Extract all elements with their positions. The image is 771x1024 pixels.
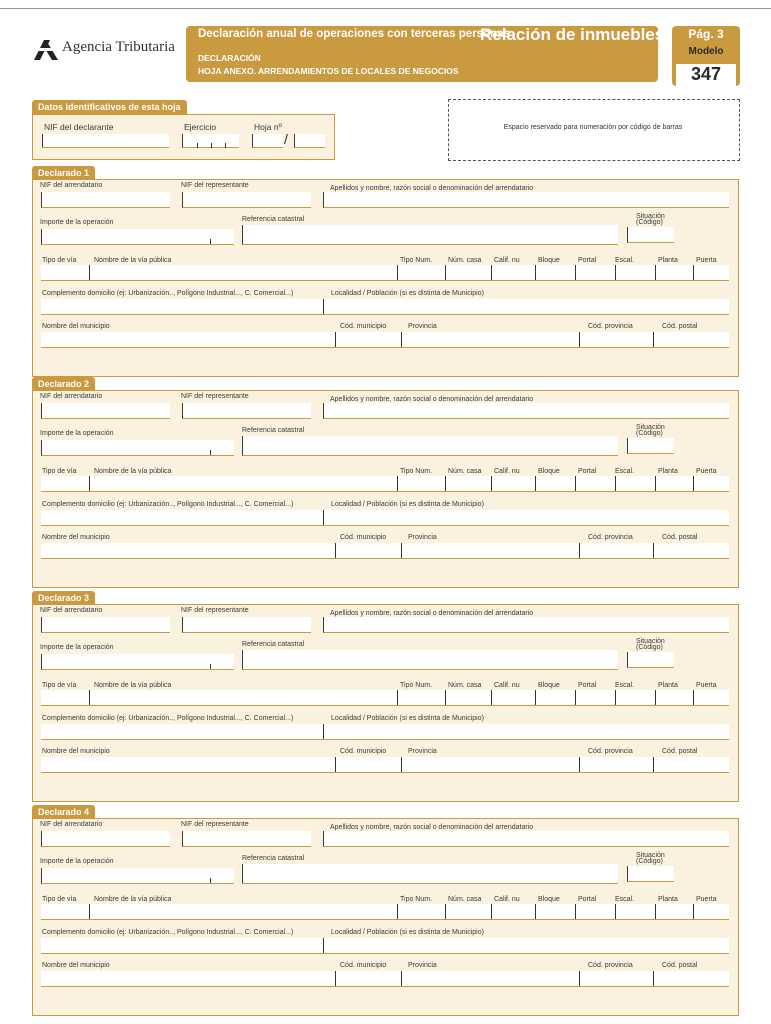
nif-representante-label: NIF del representante (181, 182, 249, 189)
nombre-via-label: Nombre de la vía pública (94, 468, 172, 475)
nif-arrendatario-field[interactable] (41, 617, 170, 633)
nif-representante-label: NIF del representante (181, 821, 249, 828)
declarado-1 (0, 166, 771, 378)
direccion-row[interactable] (41, 690, 729, 706)
barcode-text: Espacio reservado para numeración por código de barras (503, 124, 683, 131)
planta-label: Planta (658, 682, 678, 689)
logo-text: Agencia Tributaria (62, 39, 175, 55)
planta-label: Planta (658, 468, 678, 475)
cod-postal-label: Cód. postal (662, 962, 698, 969)
nif-arrendatario-label: NIF del arrendatario (40, 182, 103, 189)
importe-field[interactable] (41, 654, 234, 670)
nif-arrendatario-label: NIF del arrendatario (40, 607, 103, 614)
cod-municipio-label: Cód. municipio (340, 962, 387, 969)
escal-label: Escal. (615, 896, 635, 903)
provincia-label: Provincia (408, 748, 437, 755)
situacion-label: Situación (Código) (636, 638, 665, 651)
direccion-row[interactable] (41, 265, 729, 281)
declarado-3 (0, 591, 771, 803)
calif-label: Calif. nu (494, 682, 520, 689)
cod-postal-label: Cód. postal (662, 748, 698, 755)
tipo-num-label: Tipo Num. (400, 468, 433, 475)
localidad-label: Localidad / Población (si es distinta de Municipio) (331, 501, 484, 508)
header-big-title: Relación de inmuebles (480, 25, 665, 44)
apellidos-label: Apellidos y nombre, razón social o denominación del arrendatario (330, 824, 534, 831)
bloque-label: Bloque (538, 468, 560, 475)
header-title: Declaración anual de operaciones con terceras personas (198, 28, 510, 40)
nif-declarante-label: NIF del declarante (44, 122, 114, 132)
bloque-label: Bloque (538, 257, 560, 264)
apellidos-label: Apellidos y nombre, razón social o denominación del arrendatario (330, 396, 534, 403)
localidad-label: Localidad / Población (si es distinta de Municipio) (331, 929, 484, 936)
nif-representante-label: NIF del representante (181, 607, 249, 614)
puerta-label: Puerta (696, 682, 717, 689)
declarado-tab: Declarado 1 (32, 166, 95, 180)
provincia-label: Provincia (408, 323, 437, 330)
declarado-tab: Declarado 2 (32, 377, 95, 391)
nif-declarante-field[interactable] (42, 134, 169, 148)
nif-arrendatario-label: NIF del arrendatario (40, 393, 103, 400)
importe-label: Importe de la operación (40, 430, 114, 437)
nif-representante-field[interactable] (182, 403, 311, 419)
escal-label: Escal. (615, 468, 635, 475)
datos-tab: Datos identificativos de esta hoja (32, 100, 187, 114)
portal-label: Portal (578, 468, 597, 475)
referencia-catastral-field[interactable] (242, 864, 618, 884)
direccion-row[interactable] (41, 476, 729, 492)
tipo-via-label: Tipo de vía (42, 682, 77, 689)
importe-field[interactable] (41, 440, 234, 456)
localidad-label: Localidad / Población (si es distinta de Municipio) (331, 290, 484, 297)
municipio-row[interactable] (41, 757, 729, 773)
calif-label: Calif. nu (494, 896, 520, 903)
provincia-label: Provincia (408, 534, 437, 541)
nif-arrendatario-label: NIF del arrendatario (40, 821, 103, 828)
cod-municipio-label: Cód. municipio (340, 323, 387, 330)
tipo-num-label: Tipo Num. (400, 257, 433, 264)
planta-label: Planta (658, 257, 678, 264)
header-subtitle-1: DECLARACIÓN (198, 53, 261, 63)
situacion-label: Situación (Código) (636, 424, 665, 437)
complemento-localidad-row[interactable] (41, 938, 729, 954)
situacion-field[interactable] (627, 438, 674, 454)
declarado-2 (0, 377, 771, 589)
tipo-num-label: Tipo Num. (400, 682, 433, 689)
nif-arrendatario-field[interactable] (41, 192, 170, 208)
declarado-4 (0, 805, 771, 1017)
nif-representante-field[interactable] (182, 831, 311, 847)
page-number: Pág. 3 (688, 27, 724, 41)
municipio-label: Nombre del municipio (42, 962, 110, 969)
direccion-row[interactable] (41, 904, 729, 920)
referencia-catastral-label: Referencia catastral (242, 216, 305, 223)
referencia-catastral-label: Referencia catastral (242, 427, 305, 434)
portal-label: Portal (578, 682, 597, 689)
num-casa-label: Núm. casa (448, 468, 482, 475)
apellidos-label: Apellidos y nombre, razón social o denominación del arrendatario (330, 185, 534, 192)
municipio-row[interactable] (41, 971, 729, 987)
municipio-label: Nombre del municipio (42, 748, 110, 755)
num-casa-label: Núm. casa (448, 257, 482, 264)
declarado-tab: Declarado 3 (32, 591, 95, 605)
tipo-num-label: Tipo Num. (400, 896, 433, 903)
nif-arrendatario-field[interactable] (41, 831, 170, 847)
localidad-label: Localidad / Población (si es distinta de Municipio) (331, 715, 484, 722)
portal-label: Portal (578, 896, 597, 903)
complemento-localidad-row[interactable] (41, 299, 729, 315)
complemento-localidad-row[interactable] (41, 724, 729, 740)
situacion-label: Situación (Código) (636, 213, 665, 226)
cod-provincia-label: Cód. provincia (588, 323, 633, 330)
referencia-catastral-field[interactable] (242, 225, 618, 245)
complemento-localidad-row[interactable] (41, 510, 729, 526)
importe-field[interactable] (41, 868, 234, 884)
nif-representante-field[interactable] (182, 192, 311, 208)
referencia-catastral-label: Referencia catastral (242, 641, 305, 648)
num-casa-label: Núm. casa (448, 682, 482, 689)
municipio-label: Nombre del municipio (42, 534, 110, 541)
escal-label: Escal. (615, 257, 635, 264)
tipo-via-label: Tipo de vía (42, 896, 77, 903)
calif-label: Calif. nu (494, 257, 520, 264)
ejercicio-field[interactable] (182, 134, 239, 148)
importe-label: Importe de la operación (40, 219, 114, 226)
cod-provincia-label: Cód. provincia (588, 534, 633, 541)
nif-representante-label: NIF del representante (181, 393, 249, 400)
hoja-slash: / (284, 131, 288, 147)
apellidos-field[interactable] (323, 831, 729, 847)
cod-provincia-label: Cód. provincia (588, 748, 633, 755)
escal-label: Escal. (615, 682, 635, 689)
nombre-via-label: Nombre de la vía pública (94, 896, 172, 903)
referencia-catastral-field[interactable] (242, 650, 618, 670)
modelo-number: 347 (690, 64, 722, 84)
situacion-label: Situación (Código) (636, 852, 665, 865)
bloque-label: Bloque (538, 682, 560, 689)
portal-label: Portal (578, 257, 597, 264)
modelo-label: Modelo (688, 46, 724, 57)
header-subtitle-2: HOJA ANEXO. ARRENDAMIENTOS DE LOCALES DE NEGOCIOS (198, 66, 459, 76)
cod-provincia-label: Cód. provincia (588, 962, 633, 969)
apellidos-label: Apellidos y nombre, razón social o denominación del arrendatario (330, 610, 534, 617)
planta-label: Planta (658, 896, 678, 903)
nif-representante-field[interactable] (182, 617, 311, 633)
tipo-via-label: Tipo de vía (42, 468, 77, 475)
referencia-catastral-label: Referencia catastral (242, 855, 305, 862)
hoja-total-field[interactable] (294, 134, 325, 148)
situacion-field[interactable] (627, 866, 674, 882)
cod-postal-label: Cód. postal (662, 534, 698, 541)
nombre-via-label: Nombre de la vía pública (94, 257, 172, 264)
nombre-via-label: Nombre de la vía pública (94, 682, 172, 689)
importe-label: Importe de la operación (40, 644, 114, 651)
complemento-label: Complemento domicilio (ej: Urbanización.., Polígono Industrial..., C. Comercial...) (42, 929, 294, 936)
apellidos-field[interactable] (323, 617, 729, 633)
puerta-label: Puerta (696, 468, 717, 475)
bloque-label: Bloque (538, 896, 560, 903)
calif-label: Calif. nu (494, 468, 520, 475)
hoja-number-field[interactable] (252, 134, 283, 148)
top-rule (0, 8, 771, 9)
apellidos-field[interactable] (323, 192, 729, 208)
cod-postal-label: Cód. postal (662, 323, 698, 330)
referencia-catastral-field[interactable] (242, 436, 618, 456)
apellidos-field[interactable] (323, 403, 729, 419)
municipio-label: Nombre del municipio (42, 323, 110, 330)
municipio-row[interactable] (41, 332, 729, 348)
tipo-via-label: Tipo de vía (42, 257, 77, 264)
ejercicio-label: Ejercicio (184, 122, 217, 132)
complemento-label: Complemento domicilio (ej: Urbanización.., Polígono Industrial..., C. Comercial...) (42, 501, 294, 508)
cod-municipio-label: Cód. municipio (340, 748, 387, 755)
municipio-row[interactable] (41, 543, 729, 559)
provincia-label: Provincia (408, 962, 437, 969)
importe-field[interactable] (41, 229, 234, 245)
situacion-field[interactable] (627, 652, 674, 668)
importe-label: Importe de la operación (40, 858, 114, 865)
situacion-field[interactable] (627, 227, 674, 243)
puerta-label: Puerta (696, 896, 717, 903)
complemento-label: Complemento domicilio (ej: Urbanización.., Polígono Industrial..., C. Comercial...) (42, 715, 294, 722)
complemento-label: Complemento domicilio (ej: Urbanización.., Polígono Industrial..., C. Comercial...) (42, 290, 294, 297)
cod-municipio-label: Cód. municipio (340, 534, 387, 541)
declarado-tab: Declarado 4 (32, 805, 95, 819)
puerta-label: Puerta (696, 257, 717, 264)
num-casa-label: Núm. casa (448, 896, 482, 903)
hoja-label: Hoja nº (254, 122, 282, 132)
agencia-logo-icon (32, 36, 60, 62)
nif-arrendatario-field[interactable] (41, 403, 170, 419)
